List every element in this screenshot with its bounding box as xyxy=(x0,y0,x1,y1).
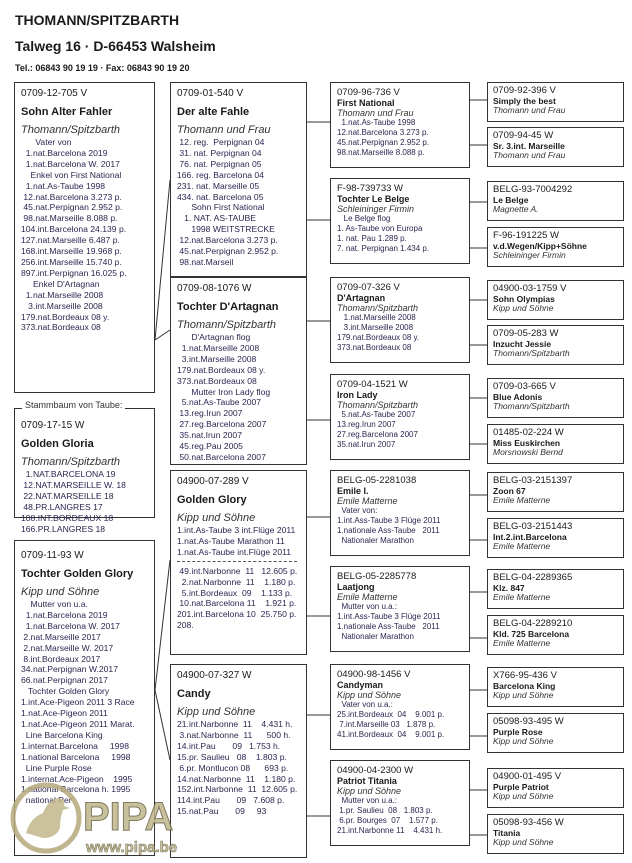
performance-line: 179.nat.Bordeaux 08 y. xyxy=(177,364,266,375)
performance-line: Mutter von u.a. xyxy=(21,599,88,609)
ring-number: BELG-03-2151443 xyxy=(493,521,573,532)
performance-line: Enkel D'Artagnan xyxy=(21,278,100,289)
performance-line: 373.nat.Bordeaux 08 xyxy=(337,343,412,352)
performance-line: 1.int.As-Taube 3 int.Flüge 2011 xyxy=(177,525,296,535)
performance-line: D'Artagnan flog xyxy=(177,332,251,342)
great-grandparent-card[interactable] xyxy=(330,470,470,556)
performance-line: 168.int.Marseille 19.968 p. xyxy=(21,246,122,257)
owner: Emile Matterne xyxy=(337,496,398,506)
performance-line: 897.int.Perpignan 16.025 p. xyxy=(21,267,127,278)
performance-line: 3.nat.Narbonne 11 500 h. xyxy=(177,729,291,740)
ring-number: 05098-93-495 W xyxy=(493,716,564,727)
performance-line: 31. nat. Perpignan 04 xyxy=(177,147,262,158)
performance-line: 76. nat. Perpignan 05 xyxy=(177,158,262,169)
great-grandparent-card[interactable] xyxy=(330,82,470,168)
performance-line: 108.INT.BORDEAUX 18 xyxy=(21,512,114,523)
owner: Thomann/Spitzbarth xyxy=(21,124,121,136)
performance-line: 45.nat.Perpignan 2.952 p. xyxy=(177,246,279,257)
performance-line: Tochter Golden Glory xyxy=(21,686,110,697)
pedigree-label: Stammbaum von Taube: xyxy=(22,400,125,410)
performance-line: 6.pr. Montlucon 08 693 p. xyxy=(177,762,289,773)
ancestor-card[interactable] xyxy=(487,280,624,320)
performance-line: 12.nat.Barcelona 3.273 p. xyxy=(337,128,429,137)
pigeon-name: Tochter D'Artagnan xyxy=(177,301,279,313)
pipa-watermark-logo xyxy=(8,778,183,858)
performance-line: 10.nat.Barcelona 11 1.921 p. xyxy=(177,598,297,609)
performance-line: 98.nat.Marseille 8.088 p. xyxy=(337,148,425,157)
owner: Kipp und Söhne xyxy=(493,736,554,746)
owner: Emile Matterne xyxy=(493,541,551,551)
performance-line: 1.nat.As-Taube 1998 xyxy=(21,180,106,191)
performance-line: 152.int.Narbonne 11 12.605 p. xyxy=(177,784,298,795)
pigeon-name: Barcelona King xyxy=(493,681,556,691)
performance-line: Nationaler Marathon xyxy=(337,632,414,641)
performance-line: 1.NAT.BARCELONA 19 xyxy=(21,469,116,479)
connector xyxy=(155,560,170,690)
pigeon-name: Sohn Alter Fahler xyxy=(21,106,113,118)
owner: Thomann/Spitzbarth xyxy=(177,319,277,331)
ring-number: 04900-07-289 V xyxy=(177,476,249,487)
performance-line: 1.national Barcelona 1998 xyxy=(21,751,131,762)
pigeon-name: Der alte Fahle xyxy=(177,106,250,118)
performance-line: 1. As-Taube von Europa xyxy=(337,224,423,233)
performance-line: 12.nat.Barcelona 3.273 p. xyxy=(21,191,122,202)
pigeon-name: Tochter Le Belge xyxy=(337,194,410,204)
pigeon-name: Emile I. xyxy=(337,486,369,496)
performance-line: 3.int.Marseille 2008 xyxy=(21,300,103,311)
performance-line: 98.nat.Marseille 8.088 p. xyxy=(21,213,118,224)
performance-line: 231. nat. Marseille 05 xyxy=(177,180,260,191)
owner: Kipp und Söhne xyxy=(493,690,554,700)
performance-line: 66.nat.Perpignan 2017 xyxy=(21,675,108,686)
pigeon-name: Golden Glory xyxy=(177,494,247,506)
performance-line: 35.nat.Irun 2007 xyxy=(177,430,242,441)
owner: Thomann/Spitzbarth xyxy=(21,456,121,468)
performance-line: 8.int.Bordeaux 2017 xyxy=(21,653,101,664)
performance-line: 1.internat.Barcelona 1998 xyxy=(21,740,129,751)
divider xyxy=(177,561,297,562)
ring-number: 0709-12-705 V xyxy=(21,88,88,99)
owner: Emile Matterne xyxy=(493,495,551,505)
pigeon-name: First National xyxy=(337,98,395,108)
performance-line: 45.nat.Perpignan 2.952 p. xyxy=(21,202,123,213)
grandparent-card[interactable] xyxy=(170,277,307,465)
performance-line: 1. nat. Pau 1.289 p. xyxy=(337,234,407,243)
ancestor-card[interactable] xyxy=(487,615,624,655)
performance-line: 208. xyxy=(177,620,194,631)
pigeon-name: Patriot Titania xyxy=(337,776,397,786)
performance-line: 1.nat.Barcelona 2019 xyxy=(21,147,108,158)
connector xyxy=(155,180,170,340)
pigeon-name: Kld. 725 Barcelona xyxy=(493,629,570,639)
performance-line: 22.NAT.MARSEILLE 18 xyxy=(21,490,114,501)
ancestor-card[interactable] xyxy=(487,713,624,753)
ancestor-card[interactable] xyxy=(487,325,624,365)
performance-line: 1.int.Ass-Taube 3 Flüge 2011 xyxy=(337,612,441,621)
owner: Thomann/Spitzbarth xyxy=(493,401,570,411)
performance-line: Vater von: xyxy=(337,506,378,515)
performance-line: 1.nat.As-Taube 1998 xyxy=(337,118,416,127)
great-grandparent-card[interactable] xyxy=(330,178,470,264)
grandparent-card[interactable] xyxy=(170,470,307,655)
owner: Kipp und Söhne xyxy=(21,586,100,598)
ancestor-card[interactable] xyxy=(487,127,624,167)
performance-line: 1.nationale Ass-Taube 2011 xyxy=(337,526,440,535)
ancestor-card[interactable] xyxy=(487,768,624,808)
owner: Emile Matterne xyxy=(493,592,551,602)
performance-line: 48.PR.LANGRES 17 xyxy=(21,501,103,512)
performance-line: 13.reg.Irun 2007 xyxy=(337,420,396,429)
ring-number: 0709-08-1076 W xyxy=(177,283,252,294)
pigeon-name: Le Belge xyxy=(493,195,529,205)
performance-line: 127.nat.Marseille 6.487 p. xyxy=(21,235,120,246)
owner: Schleininger Firmin xyxy=(337,204,415,214)
performance-line: 13.reg.Irun 2007 xyxy=(177,408,243,419)
great-grandparent-card[interactable] xyxy=(330,277,470,363)
owner: Thomann/Spitzbarth xyxy=(337,303,419,313)
performance-line: Mutter Iron Lady flog xyxy=(177,386,271,397)
owner: Emile Matterne xyxy=(337,592,398,602)
ring-number: BELG-05-2281038 xyxy=(337,475,417,486)
performance-line: 27.reg.Barcelona 2007 xyxy=(177,419,267,430)
pigeon-icon xyxy=(26,798,70,838)
watermark-logo-text: PIPA xyxy=(83,795,174,839)
grandparent-card[interactable] xyxy=(170,82,307,277)
owner: Schleininger Firmin xyxy=(493,250,566,260)
performance-line: 1.nat.Marseille 2008 xyxy=(21,289,104,300)
performance-line: 14.int.Pau 09 1.753 h. xyxy=(177,740,281,751)
performance-line: 201.int.Barcelona 10 25.750 p. xyxy=(177,609,297,620)
performance-line: 45.reg.Pau 2005 xyxy=(177,441,243,452)
performance-line: Vater von xyxy=(21,137,72,147)
performance-line: 166. reg. Barcelona 04 xyxy=(177,169,264,180)
performance-line: 1.nat.Barcelona W. 2017 xyxy=(21,620,120,631)
performance-line: Vater von u.a.: xyxy=(337,700,393,709)
ring-number: 0709-01-540 V xyxy=(177,88,244,99)
performance-line: 3.int.Marseille 2008 xyxy=(337,323,414,332)
owner: Emile Matterne xyxy=(493,638,551,648)
performance-line: Line Purple Rose xyxy=(21,762,92,773)
ancestor-card[interactable] xyxy=(487,227,624,267)
pigeon-name: Int.2.int.Barcelona xyxy=(493,532,567,542)
pigeon-name: Klz. 847 xyxy=(493,583,525,593)
performance-line: 12.NAT.MARSEILLE W. 18 xyxy=(21,479,126,490)
ring-number: BELG-04-2289210 xyxy=(493,618,573,629)
grandparent-card[interactable] xyxy=(170,664,307,858)
performance-line: 1. NAT. AS-TAUBE xyxy=(177,213,256,224)
ancestor-card[interactable] xyxy=(487,814,624,854)
performance-line: 373.nat.Bordeaux 08 xyxy=(177,375,257,386)
owner: Kipp und Söhne xyxy=(493,303,554,313)
ring-number: 04900-03-1759 V xyxy=(493,283,567,294)
ring-number: 0709-96-736 V xyxy=(337,87,400,98)
owner: Thomann und Frau xyxy=(493,105,566,115)
ring-number: 0709-94-45 W xyxy=(493,130,554,141)
performance-line: 50.nat.Barcelona 2007 xyxy=(177,451,266,462)
performance-line: Line Barcelona King xyxy=(21,729,103,740)
owner: Kipp und Söhne xyxy=(177,512,256,524)
ring-number: BELG-03-2151397 xyxy=(493,475,573,486)
owner: Kipp und Söhne xyxy=(493,837,554,847)
pigeon-name: Sr. 3.int. Marseille xyxy=(493,141,565,151)
performance-line: Mutter von u.a.: xyxy=(337,796,398,805)
pigeon-name: Miss Euskirchen xyxy=(493,438,561,448)
ring-number: F-96-191225 W xyxy=(493,230,560,241)
ancestor-card[interactable] xyxy=(487,378,624,418)
performance-line: 5.int.Bordeaux 09 1.133 p. xyxy=(177,587,293,598)
performance-line: 7. nat. Perpignan 1.434 p. xyxy=(337,244,430,253)
owner: Kipp und Söhne xyxy=(337,786,402,796)
pigeon-name: Laatjong xyxy=(337,582,375,592)
performance-line: 166.PR.LANGRES 18 xyxy=(21,523,106,534)
owner: Kipp und Söhne xyxy=(177,706,256,718)
ring-number: 04900-04-2300 W xyxy=(337,765,414,776)
great-grandparent-card[interactable] xyxy=(330,566,470,652)
performance-line: national Per xyxy=(21,795,72,806)
pigeon-name: Candyman xyxy=(337,680,384,690)
pigeon-name: Iron Lady xyxy=(337,390,378,400)
performance-line: 1.nat.As-Taube Marathon 11 xyxy=(177,535,285,546)
performance-line: 15.pr. Saulieu 08 1.803 p. xyxy=(177,751,287,762)
performance-line: 1.nat.Barcelona W. 2017 xyxy=(21,158,120,169)
ancestor-card[interactable] xyxy=(487,181,624,221)
performance-line: 2.nat.Narbonne 11 1.180 p. xyxy=(177,576,296,587)
owner: Thomann/Spitzbarth xyxy=(337,400,419,410)
performance-line: 1.nat.Ace-Pigeon 2011 Marat. xyxy=(21,718,135,729)
pigeon-name: Zoon 67 xyxy=(493,486,526,496)
ancestor-card[interactable] xyxy=(487,518,624,558)
performance-line: 12.nat.Barcelona 3.273 p. xyxy=(177,235,278,246)
ring-number: X766-95-436 V xyxy=(493,670,557,681)
watermark-url: www.pipa.be xyxy=(86,839,178,856)
performance-line: 6.pr. Bourges 07 1.577 p. xyxy=(337,816,438,825)
pigeon-name: Purple Rose xyxy=(493,727,543,737)
performance-line: Enkel von First National xyxy=(21,169,122,180)
great-grandparent-card[interactable] xyxy=(330,760,470,846)
performance-line: 1.int.Ace-Pigeon 2011 3 Race xyxy=(21,697,135,708)
pigeon-name: Tochter Golden Glory xyxy=(21,568,134,580)
pigeon-name: Titania xyxy=(493,828,521,838)
owner: Morsnowski Bernd xyxy=(493,447,563,457)
performance-line: 35.nat.Irun 2007 xyxy=(337,440,396,449)
performance-line: 114.int.Pau 09 7.608 p. xyxy=(177,795,285,806)
performance-line: 21.int.Narbonne 11 4.431 h. xyxy=(337,826,443,835)
performance-line: 98.nat.Marseil xyxy=(177,256,234,267)
performance-line: 104.int.Barcelona 24.139 p. xyxy=(21,224,127,235)
pigeon-name: Purple Patriot xyxy=(493,782,549,792)
performance-line: 1.national Barcelona h. 1995 xyxy=(21,784,131,795)
performance-line: 373.nat.Bordeaux 08 xyxy=(21,322,101,333)
performance-line: 2.nat.Marseille W. 2017 xyxy=(21,642,114,653)
ring-number: 0709-07-326 V xyxy=(337,282,400,293)
breeder-address: Talweg 16 · D-66453 Walsheim xyxy=(15,38,216,54)
performance-line: 1.nat.Barcelona 2019 xyxy=(21,609,108,620)
performance-line: 34.nat.Perpignan W.2017 xyxy=(21,664,118,675)
performance-line: 25.int.Bordeaux 04 9.001 p. xyxy=(337,710,445,719)
owner: Thomann und Frau xyxy=(177,124,271,136)
performance-line: 1.internat.Ace-Pigeon 1995 xyxy=(21,773,133,784)
breeder-name: THOMANN/SPITZBARTH xyxy=(15,12,180,28)
ring-number: 04900-01-495 V xyxy=(493,771,562,782)
performance-line: 1.nationale Ass-Taube 2011 xyxy=(337,622,440,631)
performance-line: 179.nat.Bordeaux 08 y. xyxy=(21,311,110,322)
performance-line: 434. nat. Barcelona 05 xyxy=(177,191,264,202)
performance-line: 14.nat.Narbonne 11 1.180 p. xyxy=(177,773,296,784)
ring-number: BELG-05-2285778 xyxy=(337,571,417,582)
pigeon-name: v.d.Wegen/Kipp+Söhne xyxy=(493,241,587,251)
ancestor-card[interactable] xyxy=(487,424,624,464)
performance-line: 5.nat.As-Taube 2007 xyxy=(337,410,416,419)
ring-number: 0709-11-93 W xyxy=(21,550,84,561)
owner: Magnette A. xyxy=(493,204,539,214)
performance-line: 21.int.Narbonne 11 4.431 h. xyxy=(177,719,293,729)
performance-line: Nationaler Marathon xyxy=(337,536,414,545)
ring-number: 05098-93-456 W xyxy=(493,817,564,828)
connector xyxy=(155,690,170,760)
performance-line: 1.nat.As-Taube int.Flüge 2011 xyxy=(177,546,292,557)
ring-number: F-98-739733 W xyxy=(337,183,404,194)
performance-line: 256.int.Marseille 15.740 p. xyxy=(21,256,122,267)
performance-line: Le Belge flog xyxy=(337,214,391,223)
pigeon-name: Golden Gloria xyxy=(21,438,94,450)
performance-line: 12. reg. Perpignan 04 xyxy=(177,137,265,147)
performance-line: 1998 WEITSTRECKE xyxy=(177,224,275,235)
breeder-phone: Tel.: 06843 90 19 19 · Fax: 06843 90 19 20 xyxy=(15,63,190,73)
performance-line: 15.nat.Pau 09 93 xyxy=(177,806,267,817)
pigeon-name: Sohn Olympias xyxy=(493,294,555,304)
ring-number: BELG-04-2289365 xyxy=(493,572,573,583)
performance-line: 45.nat.Perpignan 2.952 p. xyxy=(337,138,430,147)
ring-number: 0709-17-15 W xyxy=(21,420,85,431)
ring-number: 0709-04-1521 W xyxy=(337,379,408,390)
performance-line: 1.nat.Marseille 2008 xyxy=(337,313,416,322)
performance-line: 1.nat.Marseille 2008 xyxy=(177,342,260,353)
ancestor-card[interactable] xyxy=(487,667,624,707)
pigeon-name: Inzucht Jessie xyxy=(493,339,552,349)
performance-line: 179.nat.Bordeaux 08 y. xyxy=(337,333,420,342)
performance-line: 2.nat.Marseille 2017 xyxy=(21,631,101,642)
performance-line: 1.pr. Saulieu 08 1.803 p. xyxy=(337,806,433,815)
performance-line: 1.nat.Ace-Pigeon 2011 xyxy=(21,708,108,719)
pigeon-name: Candy xyxy=(177,688,211,700)
ring-number: 04900-07-327 W xyxy=(177,670,252,681)
performance-line: 7.int.Marseille 03 1.878 p. xyxy=(337,720,436,729)
pigeon-name: D'Artagnan xyxy=(337,293,386,303)
performance-line: 27.reg.Barcelona 2007 xyxy=(337,430,418,439)
performance-line: 5.nat.As-Taube 2007 xyxy=(177,397,262,408)
ring-number: 04900-98-1456 V xyxy=(337,669,411,680)
performance-line: Sohn First National xyxy=(177,202,265,213)
performance-line: 3.int.Marseille 2008 xyxy=(177,353,257,364)
connector xyxy=(155,330,170,340)
ring-number: 0709-05-283 W xyxy=(493,328,559,339)
ring-number: BELG-93-7004292 xyxy=(493,184,573,195)
owner: Kipp und Söhne xyxy=(337,690,402,700)
ring-number: 0709-03-665 V xyxy=(493,381,556,392)
owner: Thomann und Frau xyxy=(337,108,414,118)
performance-line: Mutter von u.a.: xyxy=(337,602,398,611)
ancestor-card[interactable] xyxy=(487,472,624,512)
performance-line: 49.int.Narbonne 11 12.605 p. xyxy=(177,565,298,576)
ring-number: 0709-92-396 V xyxy=(493,85,556,96)
ancestor-card[interactable] xyxy=(487,82,624,122)
subject-card[interactable] xyxy=(14,408,155,534)
performance-line: 1.int.Ass-Taube 3 Flüge 2011 xyxy=(337,516,441,525)
great-grandparent-card[interactable] xyxy=(330,664,470,750)
sire-card[interactable] xyxy=(14,82,155,393)
ancestor-card[interactable] xyxy=(487,569,624,609)
ring-number: 01485-02-224 W xyxy=(493,427,564,438)
great-grandparent-card[interactable] xyxy=(330,374,470,460)
owner: Thomann und Frau xyxy=(493,150,566,160)
owner: Thomann/Spitzbarth xyxy=(493,348,570,358)
performance-line: 41.int.Bordeaux 04 9.001 p. xyxy=(337,730,445,739)
pigeon-name: Simply the best xyxy=(493,96,556,106)
owner: Kipp und Söhne xyxy=(493,791,554,801)
pigeon-name: Blue Adonis xyxy=(493,392,543,402)
